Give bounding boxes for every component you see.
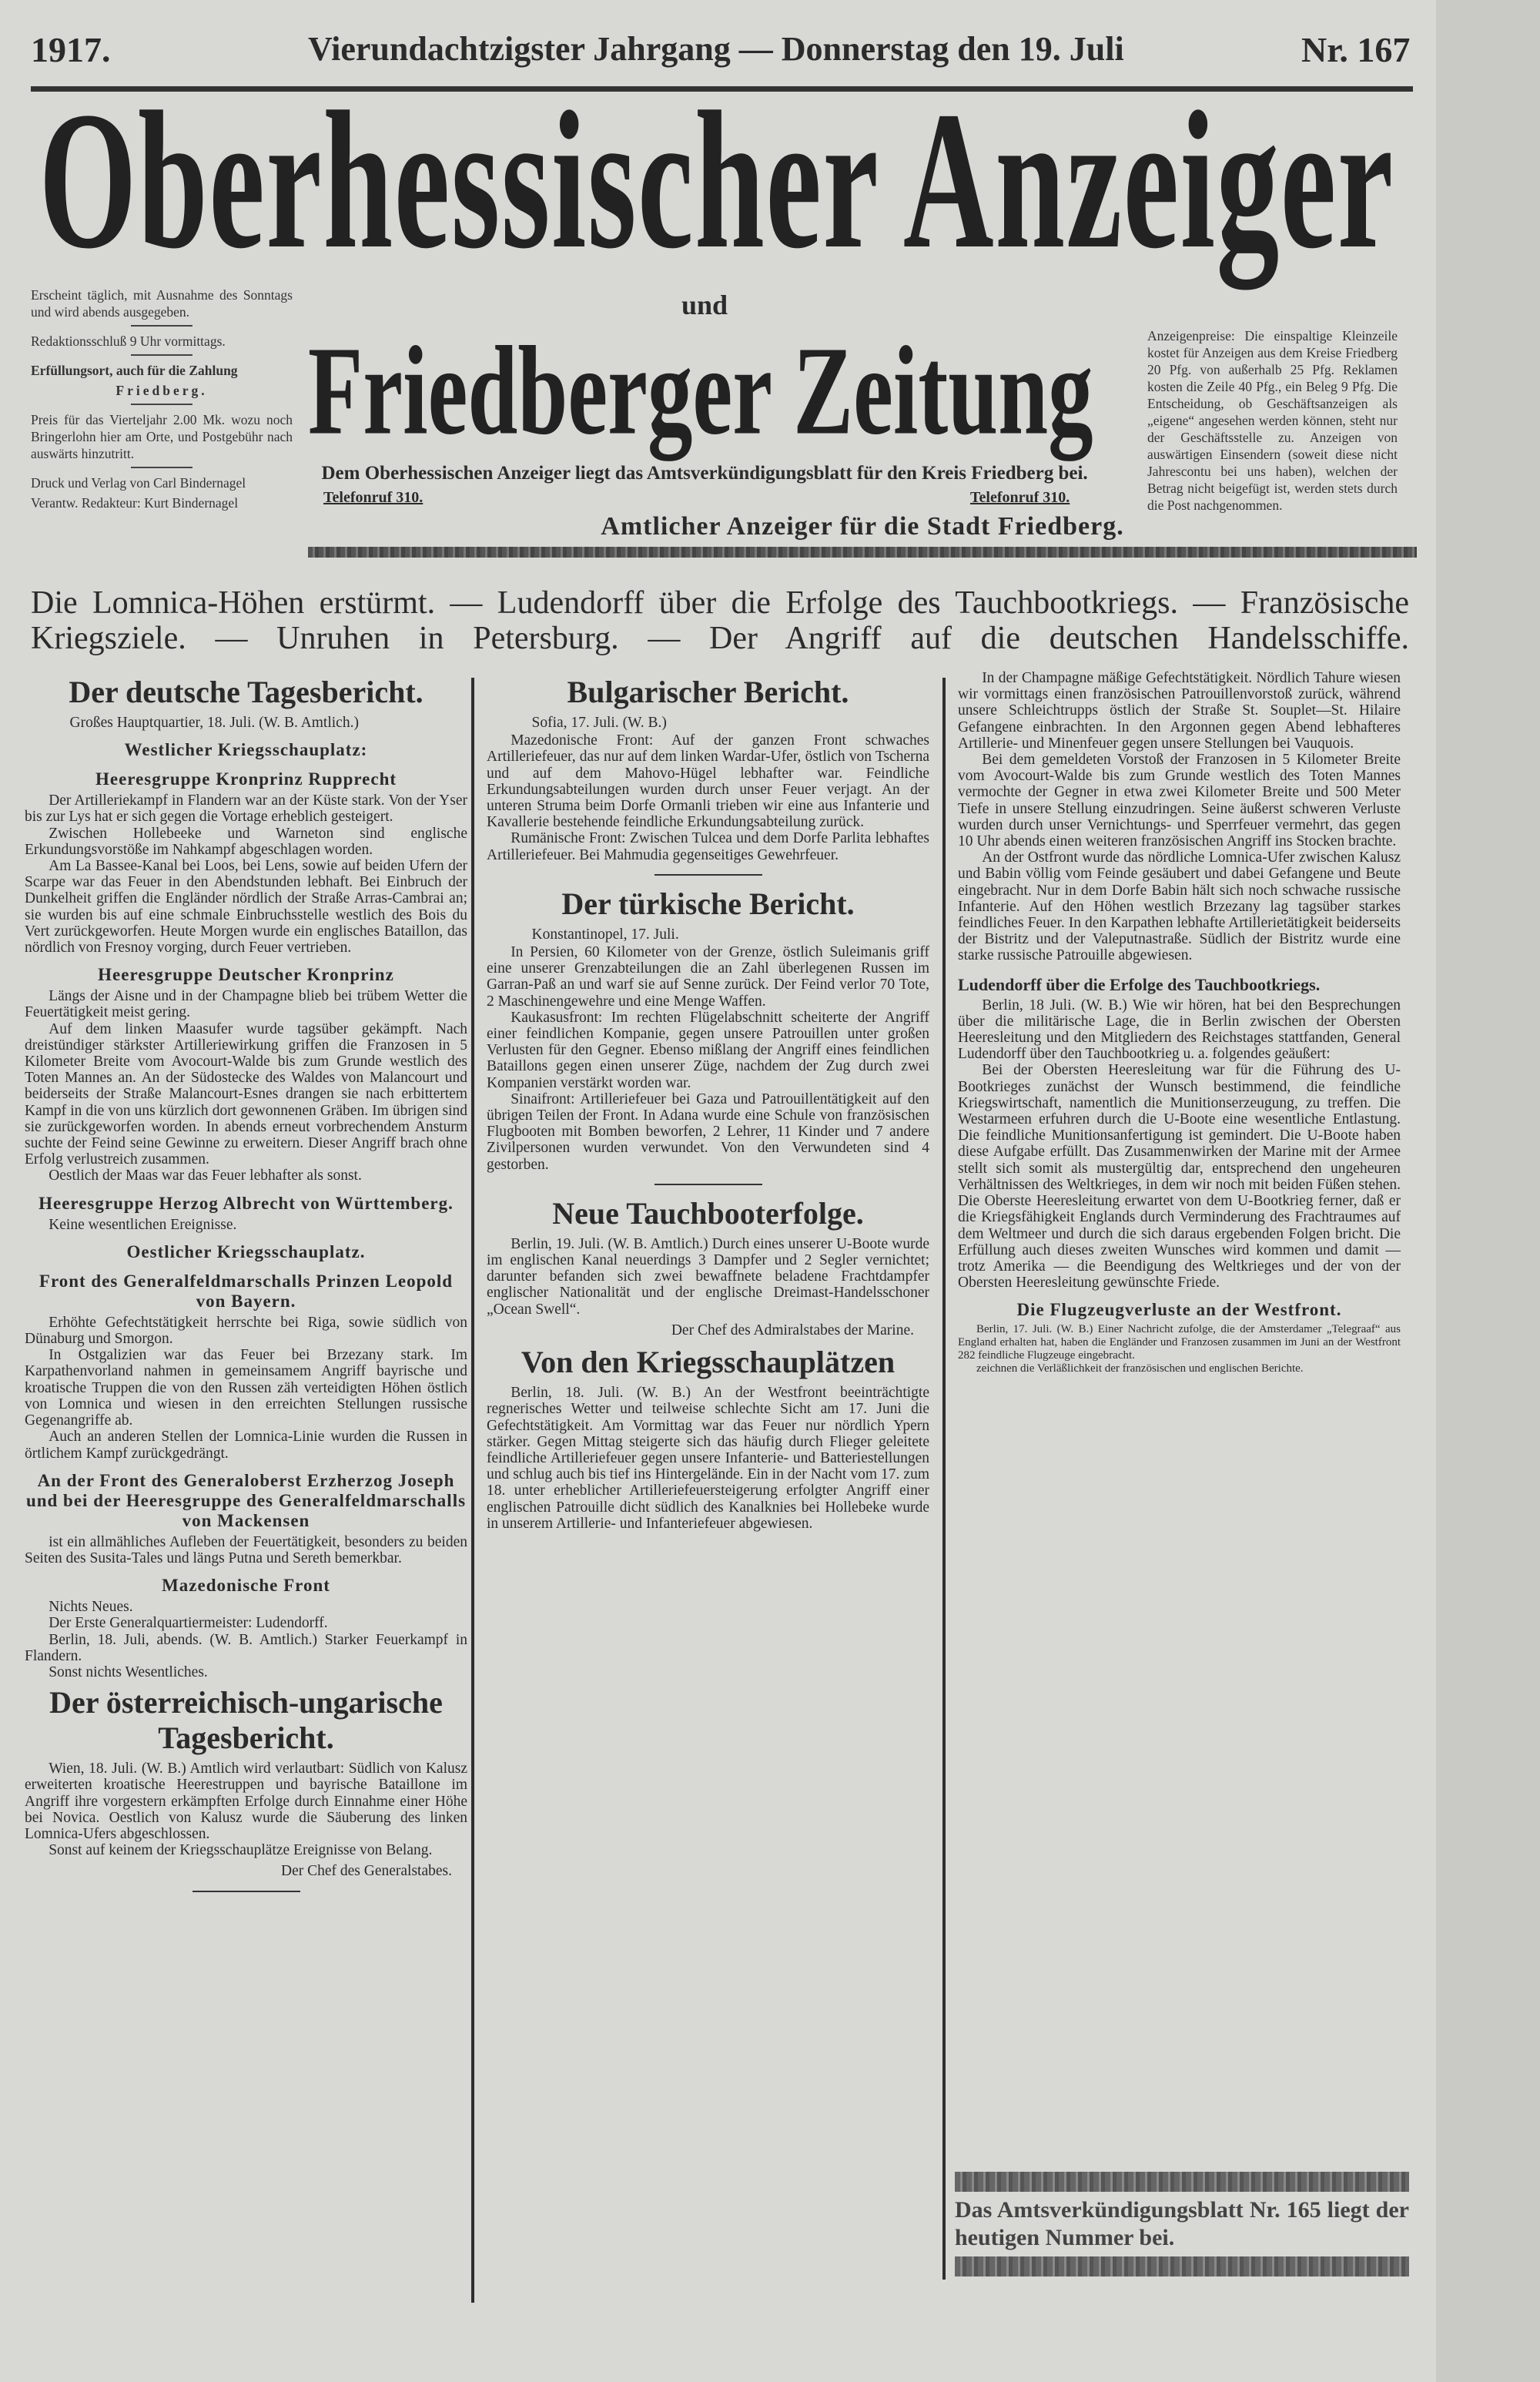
article-headline: Ludendorff über die Erfolge des Tauchbootkriegs.: [958, 974, 1321, 994]
paragraph: Berlin, 18 Juli. (W. B.) Wie wir hören, hat bei den Besprechungen über die militärische Lage, die in Berlin zwischen der Obersten Heeresleitung und den Mitgliedern des Reichstages stattfanden, General Ludendorff über den Tauchbootkrieg u. a. folgendes geäußert:: [958, 997, 1401, 1063]
section-heading: Die Flugzeugverluste an der Westfront.: [1016, 1300, 1342, 1320]
paragraph: Berlin, 17. Juli. (W. B.) Einer Nachricht zufolge, die der Amsterdamer „Telegraaf“ aus England erhalten hat, haben die Engländer und Franzosen zusammen im Juni an der Westfront 282 feindliche Flugzeuge eingebracht.: [958, 1323, 1401, 1362]
issue-number: Nr. 167: [1301, 30, 1411, 69]
official-gazette-line: Amtlicher Anzeiger für die Stadt Friedberg.: [601, 512, 1124, 541]
article-headline: Der türkische Bericht.: [561, 886, 855, 921]
paragraph: Oestlich der Maas war das Feuer lebhafter als sonst.: [49, 1168, 362, 1184]
article-headline: Der österreichisch-ungarische Tagesbericht.: [49, 1685, 443, 1756]
paragraph: Bei der Obersten Heeresleitung war für die Führung des U-Bootkrieges zunächst der Wunsch bestimmend, die feindliche Kriegswirtschaft, namentlich die Munitionserzeugung, zu treffen. Die Westarmeen erfuhren durch die U-Boote eine wesentliche Entlastung. Die feindliche Munitionsanfertigung ist gemindert. Die U-Boote haben diese Aufgabe erfüllt. Das Zusammenwirken der Marine mit der Armee stellt sich somit als mustergültig dar, entsprechend den ungeheuren Verhältnissen des Weltkrieges, in dem wir noch mit beiden Füßen stehen. Die Oberste Heeresleitung erwartet von dem U-Bootkrieg ferner, daß er die Kriegsfähigkeit Englands durch Verminderung des Frachtraumes auf dem Weltmeer und durch die sich daraus ergebenden Folgen bricht. Die Erfüllung auch dieses zweiten Wunsches wird kommen und damit — trotz Amerika — die Beendigung des Weltkrieges und der von der Obersten Heeresleitung gewünschte Friede.: [958, 1062, 1401, 1292]
divider: [131, 325, 192, 327]
paragraph: Zwischen Hollebeeke und Warneton sind englische Erkundungsvorstöße im Nahkampf abgeschlagen worden.: [25, 825, 467, 858]
article-headline: Bulgarischer Bericht.: [567, 675, 849, 709]
column-1: [25, 670, 467, 1903]
signature: Der Chef des Admiralstabes der Marine.: [671, 1322, 914, 1338]
column-rule: [471, 678, 474, 2303]
ornament-bar: [955, 2172, 1409, 2192]
divider: [654, 1184, 762, 1185]
year: 1917.: [31, 30, 111, 69]
supplement-notice-text: Das Amtsverkündigungsblatt Nr. 165 liegt der heutigen Nummer bei.: [955, 2197, 1409, 2250]
info-place: Erfüllungsort, auch für die Zahlung: [31, 363, 238, 378]
paragraph: Keine wesentlichen Ereignisse.: [49, 1216, 237, 1233]
paragraph: Nichts Neues.: [49, 1599, 133, 1616]
divider: [654, 874, 762, 876]
dateline-paragraph: Sofia, 17. Juli. (W. B.): [531, 715, 667, 731]
section-heading: Heeresgruppe Kronprinz Rupprecht: [95, 769, 397, 789]
section-heading: Front des Generalfeldmarschalls Prinzen Leopold von Bayern.: [38, 1271, 454, 1311]
paragraph: Am La Bassee-Kanal bei Loos, bei Lens, sowie auf beiden Ufern der Scarpe war das Feuer in den Abendstunden lebhaft. Bei Einbruch der Dunkelheit griffen die Engländer nördlich der Straße Arras-Cambrai an; sie wurden bis auf eine schmale Einbruchsstelle westlich des Bois du Vert zurückgeworfen. Heute Morgen wurde ein englisches Bataillon, das nördlich von Fresnoy vorging, durch Feuer vertrieben.: [25, 858, 467, 956]
paragraph: Der Erste Generalquartiermeister: Ludendorff.: [49, 1615, 328, 1632]
section-heading: Heeresgruppe Herzog Albrecht von Württemberg.: [38, 1193, 454, 1213]
paragraph: Berlin, 18. Juli. (W. B.) An der Westfront beeinträchtigte regnerisches Wetter und teilweise schlechte Sicht am 17. Juni die Gefechtstätigkeit. Am Vormittag war das Feuer nur nördlich Ypern stärker. Gegen Mittag steigerte sich das häufig durch Flieger geleitete feindliche Artilleriefeuer gegen unsere Infanterie- und Batteriestellungen und schlug auch bis tief ins Hintergelände. Ein in der Nacht vom 17. zum 18. unter erheblicher Artilleriefeuersteigerung erfolgter Angriff einer englischen Patrouille dicht südlich des Kanalknies bei Hollebeke wurde in unserem Artillerie- und Infanteriefeuer abgewiesen.: [487, 1385, 929, 1532]
column-3: [958, 670, 1401, 1375]
paragraph: Berlin, 18. Juli, abends. (W. B. Amtlich.) Starker Feuerkampf in Flandern.: [25, 1631, 467, 1664]
article-headline: Der deutsche Tagesbericht.: [69, 675, 424, 709]
info-publisher: Druck und Verlag von Carl Bindernagel: [31, 475, 246, 491]
paragraph: Längs der Aisne und in der Champagne blieb bei trübem Wetter die Feuertätigkeit meist gering.: [25, 988, 467, 1021]
divider: [192, 1891, 300, 1892]
paragraph: In Ostgalizien war das Feuer bei Brzezany stark. Im Karpathenvorland nahmen in gemeinsamem Angriff bayrische und kroatische Truppen die von den Russen zäh verteidigten Höhen östlich von Lomnica und wiesen in den erreichten Stellungen russische Gegenangriffe ab.: [25, 1347, 467, 1429]
paragraph: Sonst nichts Wesentliches.: [49, 1663, 208, 1680]
paragraph: zeichnen die Verläßlichkeit der französischen und englischen Berichte.: [976, 1362, 1304, 1375]
ornament-bar: [308, 547, 1417, 558]
section-heading: Westlicher Kriegsschauplatz:: [124, 740, 368, 760]
info-schedule: Erscheint täglich, mit Ausnahme des Sonntags und wird abends ausgegeben.: [31, 287, 293, 320]
paragraph: An der Ostfront wurde das nördliche Lomnica-Ufer zwischen Kalusz und Babin völlig vom Feinde gesäubert und dabei Gefangene und Beute eingebracht. Nur in dem Dorfe Babin hält sich noch schwache russische Infanterie. Auf den Höhen westlich Brzezany lag tagsüber starkes feindliches Feuer. In den Karpathen lebhafte Artillerietätigkeit beiderseits der Bistritz und der Valeputnastraße. Südlich der Bistritz wurde eine starke russische Patrouille abgewiesen.: [958, 849, 1401, 964]
column-rule: [942, 678, 946, 2280]
ad-prices-text: Anzeigenpreise: Die einspaltige Kleinzeile kostet für Anzeigen aus dem Kreise Friedberg 20 Pfg. von außerhalb 25 Pfg. Reklamen kosten die Zeile 40 Pfg., ein Beleg 9 Pfg. Die Entscheidung, ob Geschäftsanzeigen als „eigene“ angesehen werden können, steht nur der Geschäftsstelle zu. Anzeigen von auswärtigen Einsendern (soweit diese nicht Jahrescontu bei uns haben), welchen der Betrag nicht beigefügt ist, werden stets durch die Post nachgenommen.: [1147, 328, 1398, 513]
paragraph: Sinaifront: Artilleriefeuer bei Gaza und Patrouillentätigkeit auf den übrigen Teilen der Front. In Adana wurde eine Schule von französischen Flugbooten mit Bomben beworfen, 2 Lehrer, 11 Kinder und 7 andere Zivilpersonen wurden verwundet. Von den Verwundeten sind 4 gestorben.: [487, 1090, 929, 1173]
paragraph: Der Artilleriekampf in Flandern war an der Küste stark. Von der Yser bis zur Lys hat er sich gegen die Vortage erheblich gesteigert.: [25, 792, 467, 826]
divider: [131, 404, 192, 405]
dateline-paragraph: Konstantinopel, 17. Juli.: [531, 926, 679, 943]
paragraph: Wien, 18. Juli. (W. B.) Amtlich wird verlautbart: Südlich von Kalusz erweiterten kroatische Heerestruppen und bayrische Bataillone im Angriff ihre vorgestern erkämpften Erfolge durch Einnahme einer Höhe bei Novica. Oestlich von Kalusz wurde die Säuberung des linken Lomnica-Ufers abgeschlossen.: [25, 1761, 467, 1842]
divider: [131, 354, 192, 356]
paragraph: In Persien, 60 Kilometer von der Grenze, östlich Suleimanis griff eine unserer Grenzabteilungen die an Zahl überlegenen Russen im Garran-Paß an und warf sie auf Senne zurück. Der Feind verlor 70 Tote, 2 Maschinengewehre und eine Menge Waffen.: [487, 944, 929, 1010]
paragraph: Berlin, 19. Juli. (W. B. Amtlich.) Durch eines unserer U-Boote wurde im englischen Kanal neuerdings 3 Dampfer und 2 Segler vernichtet; darunter befanden sich zwei bewaffnete beladene Frachtdampfer englischer Nationalität und der englische Dreimast-Handelsschoner „Ocean Swell“.: [487, 1235, 929, 1318]
section-heading: Heeresgruppe Deutscher Kronprinz: [98, 965, 394, 985]
section-heading: An der Front des Generaloberst Erzherzog Joseph und bei der Heeresgruppe des Generalfeldmarschalls von Mackensen: [25, 1470, 467, 1530]
title-connector: und: [681, 290, 728, 320]
info-place-name: Friedberg.: [116, 383, 208, 398]
paragraph: Rumänische Front: Zwischen Tulcea und dem Dorfe Parlita lebhaftes Artilleriefeuer. Bei Mahmudia gegenseitiges Gewehrfeuer.: [487, 830, 929, 863]
dateline-paragraph: Großes Hauptquartier, 18. Juli. (W. B. Amtlich.): [69, 715, 359, 731]
telephone-right: Telefonruf 310.: [970, 489, 1070, 506]
publication-info: [31, 286, 293, 514]
paragraph: Kaukasusfront: Im rechten Flügelabschnitt scheiterte der Angriff einer feindlichen Kompanie, gegen unsere Patrouillen unter großen Verlusten für den Gegner. Ebenso mißlang der Angriff eines feindlichen Bataillons gegen einen unserer Züge, nachdem der Zug durch zwei Kompanien verstärkt worden war.: [487, 1009, 929, 1091]
paragraph: Sonst auf keinem der Kriegsschauplätze Ereignisse von Belang.: [49, 1842, 433, 1859]
supplement-notice: [955, 2172, 1409, 2276]
ad-prices: [1147, 327, 1398, 517]
paragraph: Auch an anderen Stellen der Lomnica-Linie wurden die Russen in örtlichem Kampf zurückgedrängt.: [25, 1429, 467, 1462]
article-headline: Von den Kriegsschauplätzen: [521, 1345, 896, 1380]
telephone-left: Telefonruf 310.: [323, 489, 424, 506]
signature: Der Chef des Generalstabes.: [281, 1863, 452, 1880]
article-headline: Neue Tauchbooterfolge.: [552, 1195, 864, 1231]
ornament-bar: [955, 2256, 1409, 2276]
paragraph: Mazedonische Front: Auf der ganzen Front schwaches Artilleriefeuer, das nur auf dem linken Wardar-Ufer, östlich von Tscherna und auf dem Mahovo-Hügel lebhafter war. Feindliche Erkundungsabteilungen wurden durch unser Feuer verjagt. An der unteren Struma beim Dorfe Ormanli trieben wir eine aus Infanterie und Kavallerie bestehende feindliche Erkundungsabteilung zurück.: [487, 732, 929, 831]
newspaper-subtitle: Friedberger Zeitung: [307, 320, 1093, 461]
newspaper-title: Oberhessischer Anzeiger: [38, 71, 1394, 290]
paragraph: Auf dem linken Maasufer wurde tagsüber gekämpft. Nach dreistündiger stärkster Artilleriewirkung griffen die Franzosen in 5 Kilometer Breite vom Avocourt-Walde bis zum Grunde westlich des Toten Mannes an. An der Südostecke des Waldes von Malancourt und beiderseits der Straße Malancourt-Esnes drangen sie nach erbittertem Kampf in die von uns kürzlich dort gewonnenen Gräben. Im übrigen sind sie zurückgeworfen worden. In abends erneut vorbrechendem Ansturm suchte der Feind seine Gewinne zu erweitern. Dieser Angriff brach ohne Erfolg verlustreich zusammen.: [25, 1020, 467, 1168]
section-heading: Mazedonische Front: [162, 1576, 330, 1596]
info-deadline: Redaktionsschluß 9 Uhr vormittags.: [31, 333, 226, 349]
info-price: Preis für das Vierteljahr 2.00 Mk. wozu noch Bringerlohn hier am Orte, und Postgebühr nach auswärts hinzutritt.: [31, 412, 293, 461]
paragraph: In der Champagne mäßige Gefechtstätigkeit. Nördlich Tahure wiesen wir vormittags einen französischen Patrouillenvorstoß zurück, während unsere Schleichtrupps östlich der Straße St. Souplet—St. Hilaire Gefangene einbrachten. In den Argonnen gegen Abend lebhafteres Artillerie- und Minenfeuer gegen unsere Stellungen bei Vauquois.: [958, 670, 1401, 752]
column-2: [487, 670, 929, 1532]
paragraph: Bei dem gemeldeten Vorstoß der Franzosen in 5 Kilometer Breite vom Avocourt-Walde bis zum Grunde westlich des Toten Mannes vermochte der Gegner in etwa zwei Kilometer Breite und 500 Meter Tiefe in unsere Stellung einzudringen. Seine äußerst schweren Verluste wurden durch unser Vernichtungs- und Sperrfeuer vermehrt, das gegen 10 Uhr abends einen weiteren französischen Angriff ins Stocken brachte.: [958, 752, 1401, 850]
info-editor: Verantw. Redakteur: Kurt Bindernagel: [31, 495, 239, 511]
supplement-note: Dem Oberhessischen Anzeiger liegt das Amtsverkündigungsblatt für den Kreis Friedberg bei.: [321, 463, 1088, 484]
divider: [131, 467, 192, 468]
paragraph: ist ein allmähliches Aufleben der Feuertätigkeit, besonders zu beiden Seiten des Susita-Tales und längs Putna und Sereth bemerkbar.: [25, 1533, 467, 1566]
section-heading: Oestlicher Kriegsschauplatz.: [126, 1241, 366, 1261]
paragraph: Erhöhte Gefechtstätigkeit herrschte bei Riga, sowie südlich von Dünaburg und Smorgon.: [25, 1314, 467, 1348]
edition-date: Vierundachtzigster Jahrgang — Donnerstag den 19. Juli: [308, 30, 1124, 68]
main-headline: Die Lomnica-Höhen erstürmt. — Ludendorff über die Erfolge des Tauchbootkriegs. — Französische Kriegsziele. — Unruhen in Petersburg. — Der Angriff auf die deutschen Handelsschiffe.: [31, 585, 1409, 656]
